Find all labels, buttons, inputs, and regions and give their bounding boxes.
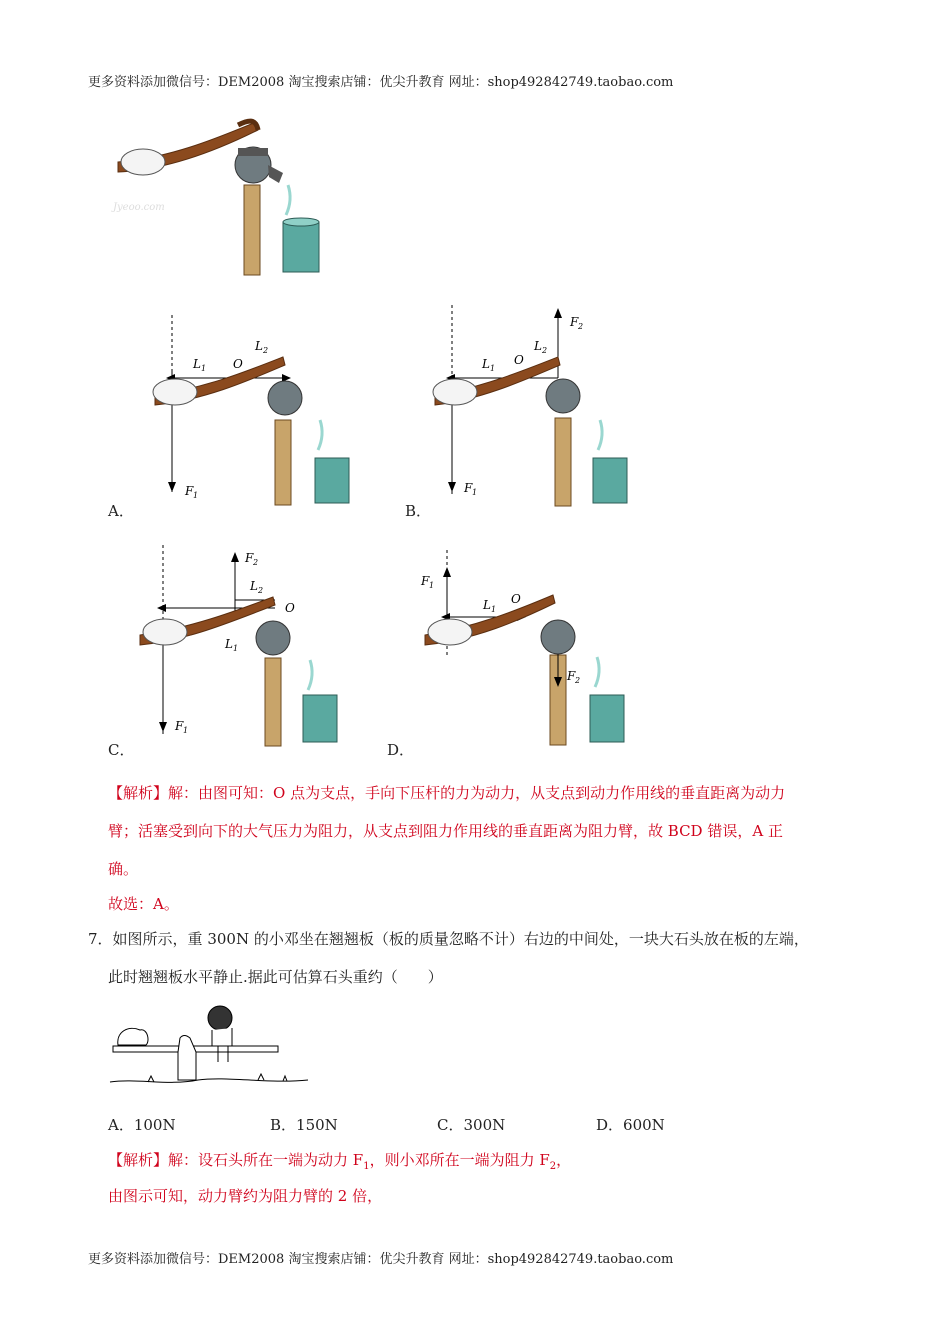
option-b-label: B． (405, 502, 432, 520)
svg-text:2: 2 (542, 346, 548, 355)
analysis-tag: 【解析】 (108, 784, 169, 802)
analysis6-line2: 臂；活塞受到向下的大气压力为阻力，从支点到阻力作用线的垂直距离为阻力臂，故 BCD 错误，A 正 (108, 822, 783, 840)
option-a-label: A． (108, 502, 134, 520)
svg-text:2: 2 (578, 322, 584, 331)
option-a-figure (135, 310, 375, 510)
pump-figure (108, 110, 338, 280)
svg-text:O: O (233, 357, 243, 371)
q7-option-b: B．150N (270, 1116, 338, 1134)
svg-text:F: F (421, 574, 430, 588)
analysis6-answer: 故选：A。 (108, 895, 179, 913)
option-c-figure (135, 540, 375, 750)
q7-option-d: D．600N (596, 1116, 665, 1134)
svg-text:2: 2 (263, 346, 269, 355)
svg-text:1: 1 (201, 364, 207, 373)
question-number: 7． (88, 930, 113, 948)
svg-text:F: F (175, 719, 184, 733)
svg-text:1: 1 (193, 491, 199, 500)
svg-text:2: 2 (258, 586, 264, 595)
q7-line2: 此时翘翘板水平静止.据此可估算石头重约（ ） (108, 968, 443, 986)
svg-text:L: L (225, 637, 233, 651)
svg-text:2: 2 (575, 676, 581, 685)
svg-text:2: 2 (253, 558, 259, 567)
svg-text:L: L (482, 357, 490, 371)
svg-text:L: L (534, 339, 542, 353)
option-d-label: D． (387, 741, 415, 759)
svg-text:F: F (185, 484, 194, 498)
seesaw-figure (108, 1000, 313, 1095)
page-header: 更多资料添加微信号：DEM2008 淘宝搜索店铺：优尖升教育 网址：shop492842749.taobao.com (88, 75, 674, 90)
svg-text:F: F (570, 315, 579, 329)
option-c-label: C． (108, 741, 135, 759)
q7-line1: 7．如图所示，重 300N 的小邓坐在翘翘板（板的质量忽略不计）右边的中间处，一块大石头放在板的左端， (88, 930, 809, 948)
svg-text:O: O (514, 353, 524, 367)
watermark: Jyeoo.com (113, 202, 165, 213)
svg-text:L: L (483, 598, 491, 612)
svg-text:F: F (464, 481, 473, 495)
svg-text:1: 1 (491, 605, 497, 614)
analysis7-line1: 【解析】解：设石头所在一端为动力 $F_1$，则小邓所在一端为阻力 $F_2$， (108, 1151, 572, 1172)
svg-text:L: L (250, 579, 258, 593)
analysis6-line1: 【解析】解：由图可知：O 点为支点，手向下压杆的力为动力，从支点到动力作用线的垂直距离为动力 (108, 784, 786, 802)
q7-option-c: C．300N (437, 1116, 506, 1134)
svg-text:L: L (255, 339, 263, 353)
svg-text:1: 1 (233, 644, 239, 653)
svg-text:F: F (245, 551, 254, 565)
svg-text:F: F (567, 669, 576, 683)
option-d-figure (415, 545, 655, 750)
svg-text:1: 1 (472, 488, 478, 497)
option-b-figure (430, 300, 670, 510)
analysis-tag: 【解析】 (108, 1151, 169, 1169)
svg-text:1: 1 (429, 581, 435, 590)
svg-text:O: O (511, 592, 521, 606)
q7-option-a: A．100N (108, 1116, 176, 1134)
page-footer: 更多资料添加微信号：DEM2008 淘宝搜索店铺：优尖升教育 网址：shop492842749.taobao.com (88, 1252, 674, 1267)
analysis7-line2: 由图示可知，动力臂约为阻力臂的 2 倍， (108, 1187, 383, 1205)
svg-text:1: 1 (183, 726, 189, 735)
svg-text:O: O (285, 601, 295, 615)
svg-text:L: L (193, 357, 201, 371)
analysis6-line3: 确。 (108, 860, 139, 878)
svg-text:1: 1 (490, 364, 496, 373)
